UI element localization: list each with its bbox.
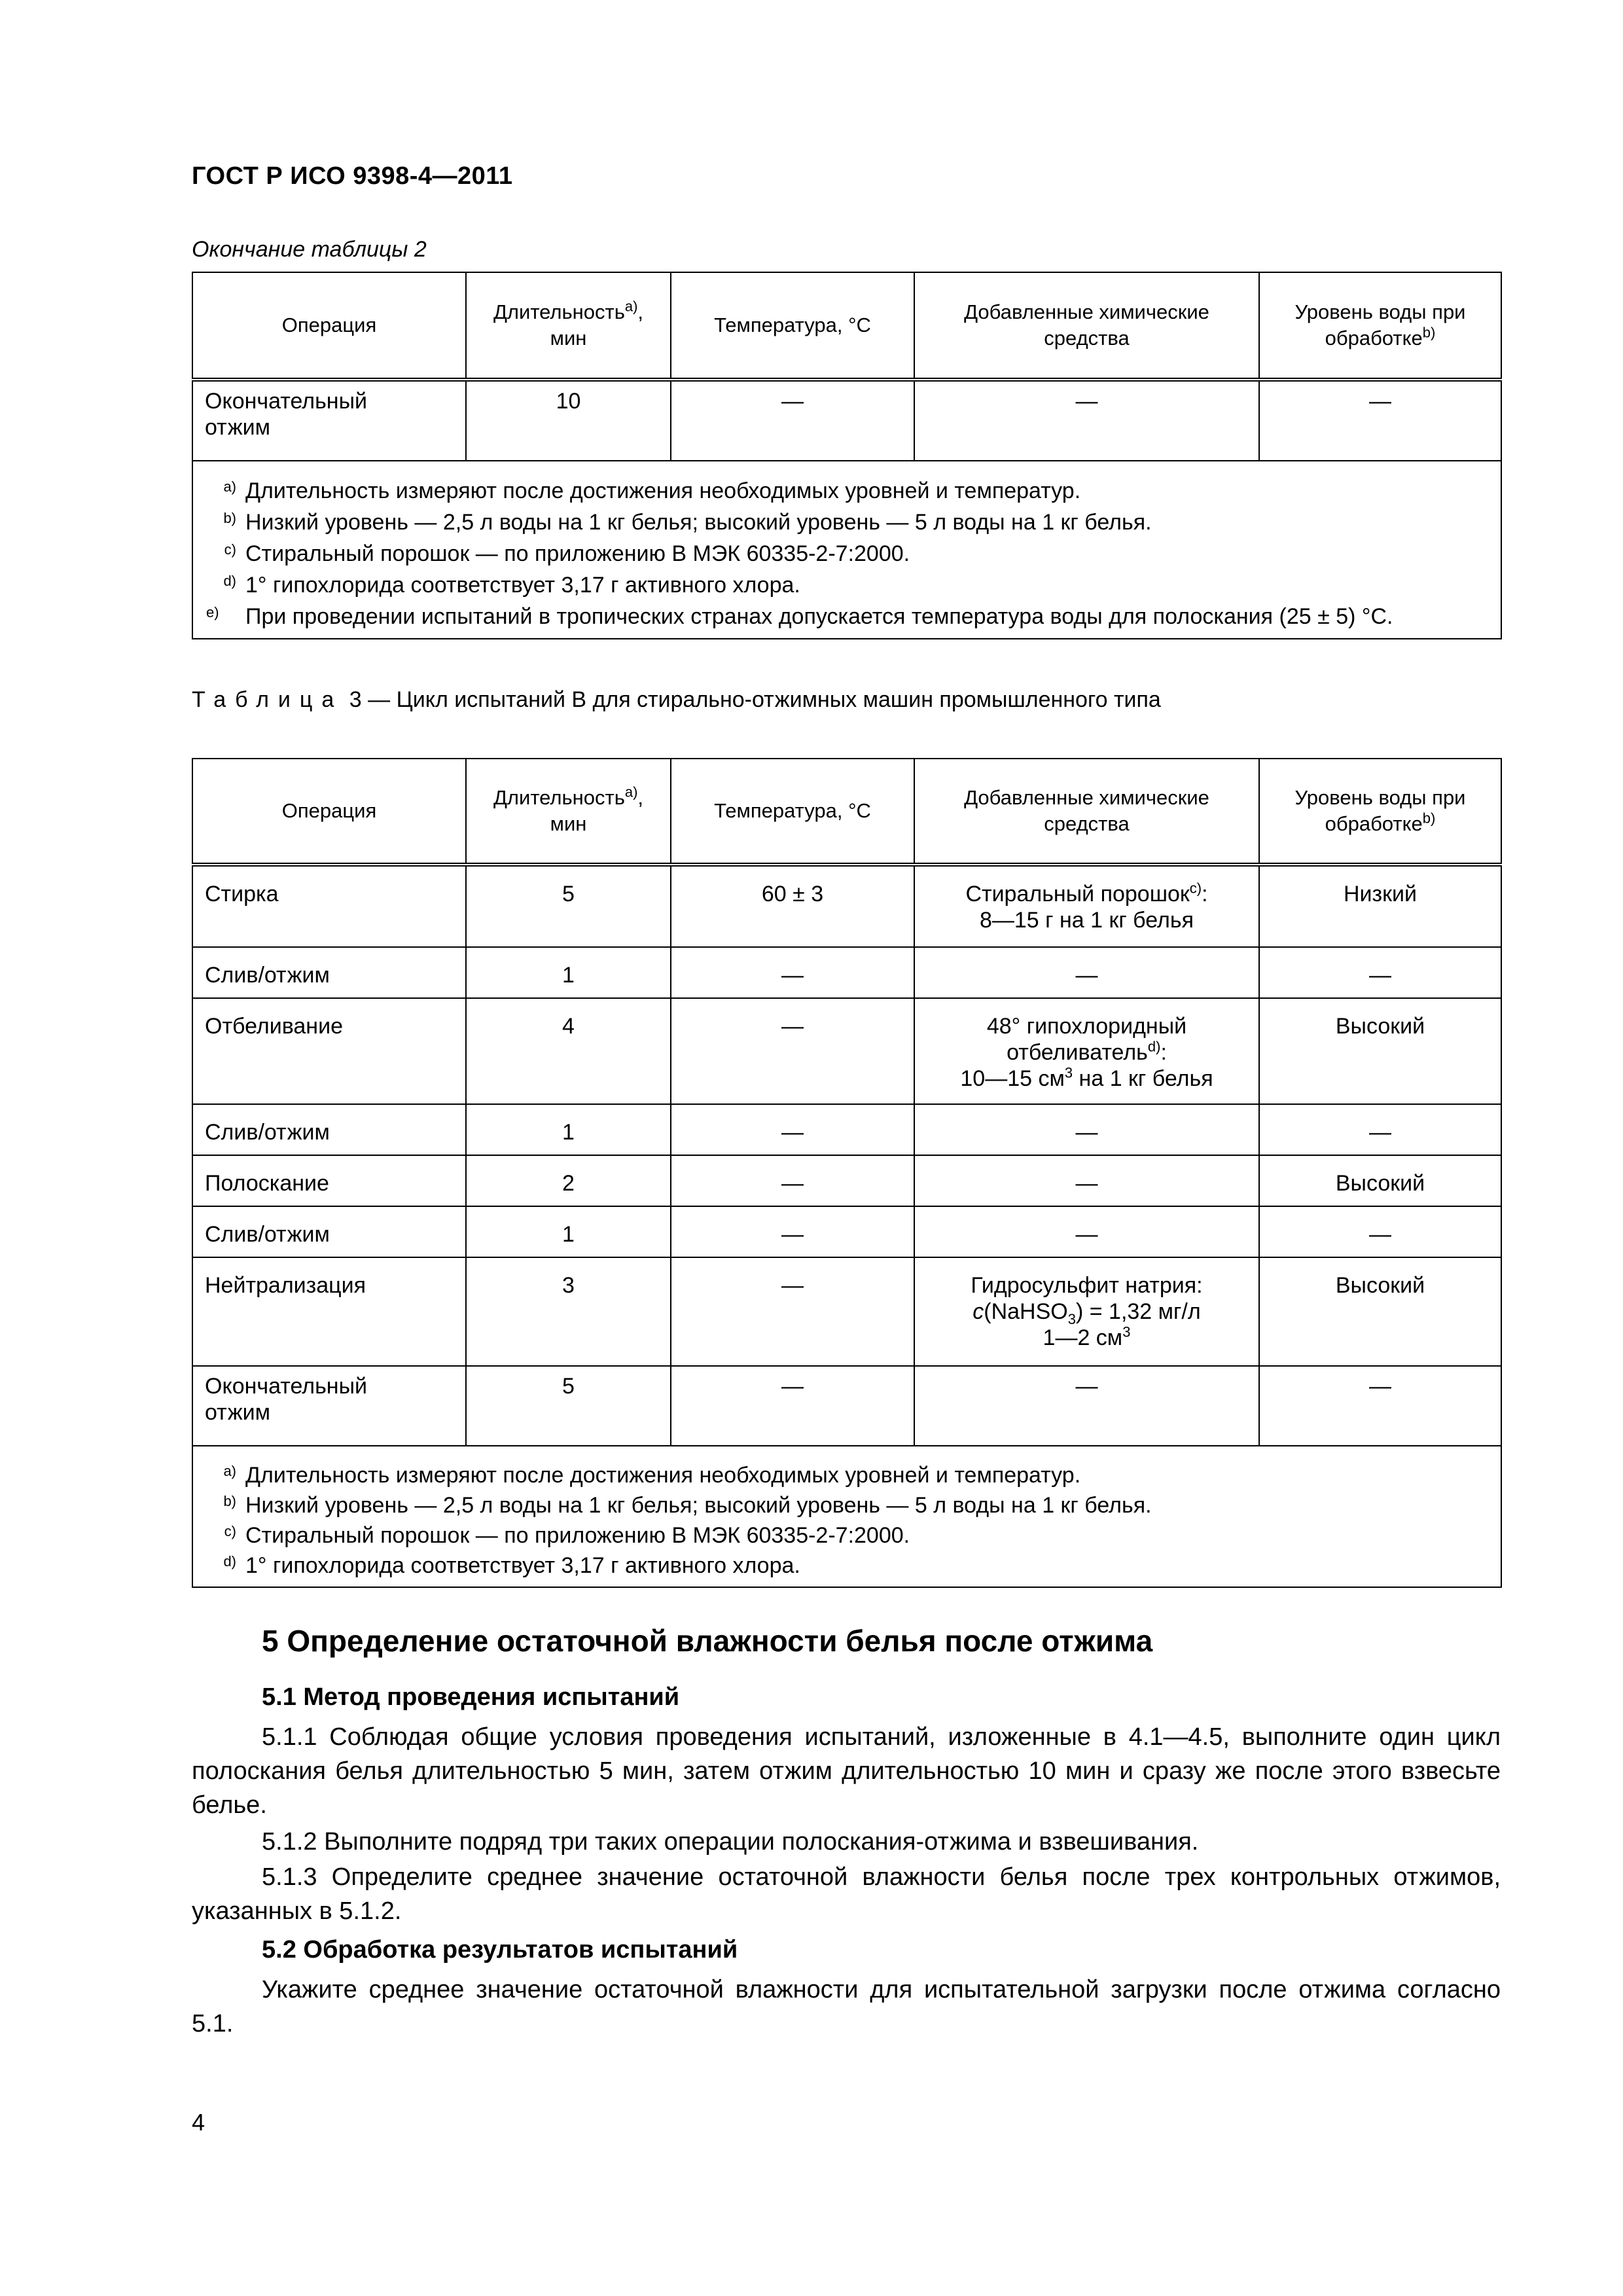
table3-title: Таблица 3 — Цикл испытаний В для стирально-отжимных машин промышленного типа [192, 687, 1161, 712]
cell-water: — [1259, 1366, 1501, 1446]
cell-operation: Слив/отжим [192, 1206, 466, 1257]
subsection-5-2-title: 5.2 Обработка результатов испытаний [262, 1936, 738, 1964]
paragraph-5-2: Укажите среднее значение остаточной влажности для испытательной загрузки после отжима согласно 5.1. [192, 1976, 1501, 2037]
table2-col-chemicals: Добавленные химические средства [914, 272, 1259, 380]
cell-temperature: — [671, 380, 914, 461]
cell-chemicals: — [914, 1155, 1259, 1206]
footnote: d) 1° гипохлорида соответствует 3,17 г активного хлора. [223, 1553, 800, 1578]
cell-water: Высокий [1259, 1257, 1501, 1366]
cell-duration: 4 [466, 998, 671, 1104]
cell-water: — [1259, 380, 1501, 461]
cell-water: — [1259, 947, 1501, 998]
cell-water: — [1259, 1104, 1501, 1155]
table2-footnotes [192, 461, 1501, 639]
cell-chemicals: — [914, 1104, 1259, 1155]
cell-water: — [1259, 1206, 1501, 1257]
footnote: a) Длительность измеряют после достижения необходимых уровней и температур. [223, 1463, 1081, 1488]
section-5-title: 5 Определение остаточной влажности белья после отжима [262, 1624, 1153, 1658]
paragraph-5-1-1: 5.1.1 Соблюдая общие условия проведения испытаний, изложенные в 4.1—4.5, выполните один цикл полоскания белья длительностью 5 мин, затем отжим длительностью 10 мин и сразу же после этого взвесьте белье. [192, 1723, 1501, 1819]
table3-notes-row [192, 1446, 1501, 1587]
table2-col-operation: Операция [192, 272, 466, 380]
cell-duration: 1 [466, 1206, 671, 1257]
cell-temperature: 60 ± 3 [671, 865, 914, 947]
table3-col-duration: Длительность$^{a)}$, мин [466, 759, 671, 865]
cell-water: Высокий [1259, 1155, 1501, 1206]
table3-col-temperature: Температура, °С [671, 759, 914, 865]
table-row [192, 947, 1501, 998]
cell-duration: 2 [466, 1155, 671, 1206]
table2-col-temperature: Температура, °С [671, 272, 914, 380]
cell-temperature: — [671, 947, 914, 998]
paragraph-5-1-2: 5.1.2 Выполните подряд три таких операции полоскания-отжима и взвешивания. [262, 1828, 1199, 1856]
table2-col-water: Уровень воды при обработке$^{b)}$ [1259, 272, 1501, 380]
page-number: 4 [192, 2109, 205, 2136]
table2-notes-row [192, 461, 1501, 639]
cell-temperature: — [671, 1104, 914, 1155]
cell-chemicals: Гидросульфит натрия: c(NaHSO$_3$) = 1,32 мг/л 1—2 $см^3$ [914, 1257, 1259, 1366]
table-row [192, 380, 1501, 461]
cell-duration: 5 [466, 1366, 671, 1446]
footnote: c) Стиральный порошок — по приложению В МЭК 60335-2-7:2000. [224, 1523, 910, 1548]
cell-operation: Слив/отжим [192, 1104, 466, 1155]
table-row [192, 865, 1501, 947]
cell-water: Высокий [1259, 998, 1501, 1104]
table3-col-water: Уровень воды при обработке$^{b)}$ [1259, 759, 1501, 865]
table-row [192, 1366, 1501, 1446]
cell-chemicals: 48° гипохлоридный отбеливатель$^{d)}$: 10—15 $см^3$ на 1 кг белья [914, 998, 1259, 1104]
table-row [192, 998, 1501, 1104]
cell-operation: Слив/отжим [192, 947, 466, 998]
cell-operation: Окончательный отжим [192, 1366, 466, 1446]
footnote: a) Длительность измеряют после достижения необходимых уровней и температур. [223, 478, 1081, 503]
footnote: d) 1° гипохлорида соответствует 3,17 г активного хлора. [223, 573, 800, 598]
cell-duration: 10 [466, 380, 671, 461]
table3 [192, 758, 1502, 1588]
cell-operation: Полоскание [192, 1155, 466, 1206]
cell-chemicals: — [914, 380, 1259, 461]
table2 [192, 272, 1502, 639]
cell-temperature: — [671, 998, 914, 1104]
cell-chemicals: — [914, 947, 1259, 998]
cell-duration: 1 [466, 947, 671, 998]
cell-temperature: — [671, 1257, 914, 1366]
table3-header-row [192, 759, 1501, 865]
table2-col-duration: Длительность$^{a)}$, мин [466, 272, 671, 380]
cell-operation: Нейтрализация [192, 1257, 466, 1366]
footnote: e) При проведении испытаний в тропических странах допускается температура воды для полоскания (25 ± 5) °С. [206, 604, 1393, 629]
cell-duration: 3 [466, 1257, 671, 1366]
cell-duration: 1 [466, 1104, 671, 1155]
table-row [192, 1206, 1501, 1257]
footnote: c) Стиральный порошок — по приложению В МЭК 60335-2-7:2000. [224, 541, 910, 566]
table2-caption: Окончание таблицы 2 [192, 237, 427, 262]
table-row [192, 1257, 1501, 1366]
cell-duration: 5 [466, 865, 671, 947]
cell-operation: Стирка [192, 865, 466, 947]
cell-temperature: — [671, 1366, 914, 1446]
cell-chemicals: — [914, 1206, 1259, 1257]
cell-operation: Окончательный отжим [192, 380, 466, 461]
subsection-5-1-title: 5.1 Метод проведения испытаний [262, 1683, 680, 1711]
cell-temperature: — [671, 1155, 914, 1206]
cell-chemicals: Стиральный порошок$^{c)}$: 8—15 г на 1 кг белья [914, 865, 1259, 947]
cell-operation: Отбеливание [192, 998, 466, 1104]
cell-water: Низкий [1259, 865, 1501, 947]
table-row [192, 1155, 1501, 1206]
table3-col-operation: Операция [192, 759, 466, 865]
document-header: ГОСТ Р ИСО 9398-4—2011 [192, 162, 513, 190]
footnote: b) Низкий уровень — 2,5 л воды на 1 кг белья; высокий уровень — 5 л воды на 1 кг белья. [223, 1493, 1152, 1518]
paragraph-5-1-3: 5.1.3 Определите среднее значение остаточной влажности белья после трех контрольных отжимов, указанных в 5.1.2. [192, 1863, 1501, 1925]
table2-header-row [192, 272, 1501, 380]
table3-col-chemicals: Добавленные химические средства [914, 759, 1259, 865]
footnote: b) Низкий уровень — 2,5 л воды на 1 кг белья; высокий уровень — 5 л воды на 1 кг белья. [223, 510, 1152, 535]
table3-footnotes [192, 1446, 1501, 1587]
cell-chemicals: — [914, 1366, 1259, 1446]
cell-temperature: — [671, 1206, 914, 1257]
table-row [192, 1104, 1501, 1155]
